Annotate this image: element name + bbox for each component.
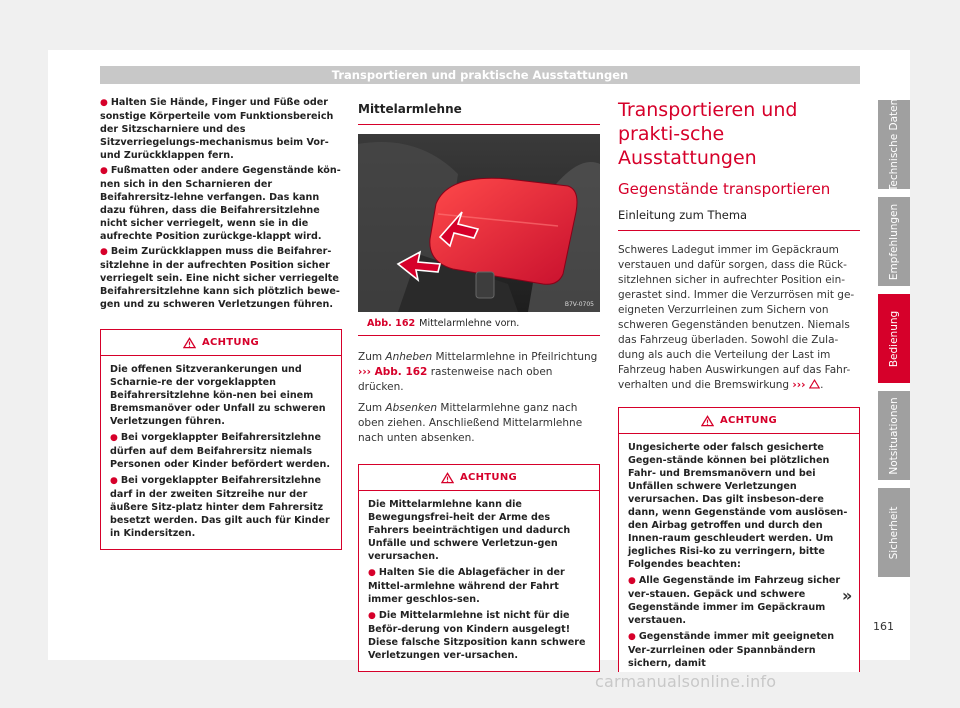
warning-label: ACHTUNG	[201, 337, 260, 348]
warning-label: ACHTUNG	[459, 472, 518, 483]
armrest-figure	[358, 134, 600, 312]
bullet-icon: ●	[628, 632, 636, 642]
bullet-icon: ●	[628, 576, 636, 586]
figure-caption-text: Mittelarmlehne vorn.	[419, 318, 520, 329]
list-item: ● Halten Sie die Ablagefächer in der Mittel-armlehne während der Fahrt immer geschlos-sen.	[368, 567, 565, 605]
warning-header	[619, 408, 859, 434]
list-item: ● Halten Sie Hände, Finger und Füße oder sonstige Körperteile vom Funktionsbereich der Sitzscharniere und des Sitzverriegelungs-mechanismus beim Vor- und Zurückklappen fern.	[100, 97, 334, 161]
warning-box	[358, 464, 600, 672]
warning-triangle-icon	[701, 415, 714, 427]
armrest-illustration	[358, 134, 600, 312]
list-item: ● Beim Zurückklappen muss die Beifahrer-sitzlehne in der aufrechten Position sicher verriegelt sein. Eine nicht sicher verriegelte Beifahrersitzlehne kann sich plötzlich bewe-gen und zu schweren Verletzungen führen.	[100, 246, 340, 310]
warning-intro: Ungesicherte oder falsch gesicherte Gegen-stände können bei plötzlichen Fahr- und Bremsmanövern und bei Unfällen schwere Verletzungen verursachen. Das gilt insbeson-dere dann, wenn Gegenstände vom auslösen-den Airbag getroffen und durch den Innen-raum geschleudert werden. Um jegliches Risi-ko zu verringern, bitte Folgendes beachten:	[628, 442, 848, 570]
list-item: ● Die Mittelarmlehne ist nicht für die Beför-derung von Kindern ausgelegt! Diese falsche Sitzposition kann schwere Verletzungen ver-ursachen.	[368, 610, 586, 661]
warning-box	[100, 329, 342, 550]
lower-instruction: Zum Absenken Mittelarmlehne ganz nach oben ziehen. Anschließend Mittelarmlehne nach unten absenken.	[358, 402, 583, 444]
section-title: Mittelarmlehne	[358, 102, 600, 125]
raise-instruction: Zum Anheben Mittelarmlehne in Pfeilrichtung ››› Abb. 162 rastenweise nach oben drücken.	[358, 351, 598, 393]
warning-body	[359, 491, 599, 671]
warning-intro: Die Mittelarmlehne kann die Bewegungsfrei-heit der Arme des Fahrers beeinträchtigen und dadurch Unfälle und schwere Verletzun-gen verursachen.	[368, 499, 571, 562]
column-middle	[358, 96, 600, 672]
bullet-icon: ●	[110, 476, 118, 486]
chapter-title: Transportieren und prakti-sche Ausstattungen	[618, 99, 798, 169]
tab-technische-daten[interactable]: Technische Daten	[878, 100, 910, 189]
bullet-icon: ●	[100, 247, 108, 257]
list-item: ● Bei vorgeklappter Beifahrersitzlehne darf in der zweiten Sitzreihe nur der äußere Sitz-platz hinter dem Fahrersitz besetzt werden. Das gilt auch für Kinder in Kindersitzen.	[110, 475, 330, 539]
chapter-tabs	[878, 100, 910, 585]
watermark: carmanualsonline.info	[595, 672, 777, 691]
warning-body	[101, 356, 341, 549]
running-header: Transportieren und praktische Ausstattungen	[100, 66, 860, 84]
list-item: ● Alle Gegenstände im Fahrzeug sicher ver-stauen. Gepäck und schwere Gegenstände immer im Gepäckraum verstauen.	[628, 575, 841, 626]
figure-number: Abb. 162	[367, 318, 416, 329]
tab-empfehlungen[interactable]: Empfehlungen	[878, 197, 910, 286]
intro-paragraph: Schweres Ladegut immer im Gepäckraum verstauen und dafür sorgen, dass die Rück-sitzlehnen sicher in aufrechter Position ein-gerastet sind. Immer die Verzurrösen mit ge-eigneten Verzurrleinen zum Sichern von schweren Gegenständen benutzen. Niemals das Fahrzeug überladen. Sowohl die Zula-dung als auch die Verteilung der Last im Fahrzeug haben Auswirkungen auf das Fahr-verhalten und die Bremswirkung ››› .	[618, 244, 855, 391]
page-number: 161	[873, 620, 894, 633]
warning-header	[101, 330, 341, 356]
warning-triangle-icon	[441, 472, 454, 484]
list-item: ● Bei vorgeklappter Beifahrersitzlehne dürfen auf dem Beifahrersitz niemals Personen oder Kinder befördert werden.	[110, 432, 330, 470]
warning-triangle-icon	[809, 379, 820, 389]
warning-body	[619, 434, 859, 672]
warning-label: ACHTUNG	[719, 415, 778, 426]
figure-reference-link[interactable]: ››› Abb. 162	[358, 366, 428, 378]
list-item: ● Gegenstände immer mit geeigneten Ver-zurrleinen oder Spannbändern sichern, damit	[628, 631, 835, 669]
warning-reference-link[interactable]: ›››	[792, 379, 820, 391]
tab-notsituationen[interactable]: Notsituationen	[878, 391, 910, 480]
figure-code: B7V-0705	[564, 301, 594, 308]
column-right	[618, 96, 860, 672]
continue-mark: »	[842, 586, 853, 605]
tab-sicherheit[interactable]: Sicherheit	[878, 488, 910, 577]
safety-bullet-list	[100, 96, 342, 311]
warning-triangle-icon	[183, 337, 196, 349]
intro-heading: Einleitung zum Thema	[618, 208, 860, 231]
column-left	[100, 96, 342, 550]
bullet-icon: ●	[368, 611, 376, 621]
bullet-icon: ●	[100, 166, 108, 176]
list-item: ● Fußmatten oder andere Gegenstände kön-nen sich in den Scharnieren der Beifahrersitz-lehne verfangen. Das kann dazu führen, dass die Beifahrersitzlehne nicht sicher verriegelt, wenn sie in die aufrechte Position zurückge-klappt wird.	[100, 165, 341, 242]
bullet-icon: ●	[110, 433, 118, 443]
warning-header	[359, 465, 599, 491]
figure-caption	[358, 312, 600, 336]
section-subtitle: Gegenstände transportieren	[618, 180, 831, 198]
warning-box	[618, 407, 860, 672]
bullet-icon: ●	[368, 568, 376, 578]
tab-bedienung[interactable]: Bedienung	[878, 294, 910, 383]
warning-intro: Die offenen Sitzverankerungen und Scharnie-re der vorgeklappten Beifahrersitzlehne kön-nen bei einem Bremsmanöver oder Unfall zu schweren Verletzungen führen.	[110, 364, 326, 427]
bullet-icon: ●	[100, 98, 108, 108]
